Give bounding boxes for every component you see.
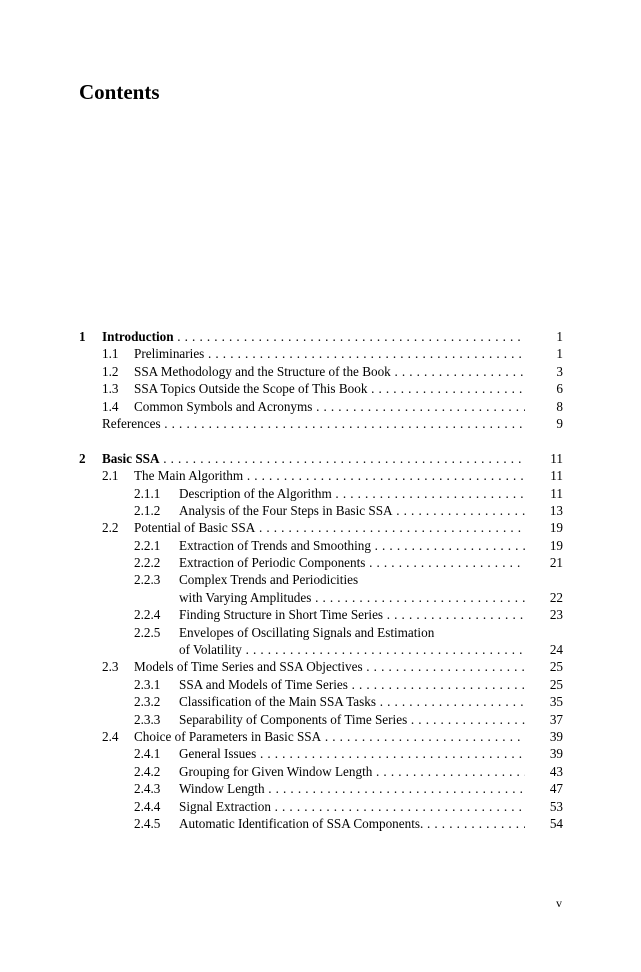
toc-entry-title: of Volatility: [179, 642, 242, 658]
toc-entry-leader: [102, 415, 525, 432]
toc-entry-number: 2.3.3: [134, 711, 161, 727]
page-title: Contents: [79, 80, 160, 104]
toc-entry-title: Introduction: [102, 329, 174, 344]
toc-entry-leader: [179, 571, 525, 588]
toc-entry-page: 22: [549, 589, 563, 605]
toc-subsection-entry[interactable]: [79, 815, 563, 832]
toc-entry-title: Analysis of the Four Steps in Basic SSA: [179, 502, 393, 518]
page-number: v: [556, 896, 562, 910]
toc-entry-leader: [102, 328, 525, 345]
toc-subsection-entry[interactable]: [79, 693, 563, 710]
toc-entry-title: Models of Time Series and SSA Objectives: [134, 659, 363, 675]
toc-entry-leader: [134, 380, 525, 397]
toc-entry-page: 53: [549, 798, 563, 814]
toc-chapter-entry[interactable]: [79, 328, 563, 345]
toc-subsection-entry[interactable]: [79, 589, 563, 606]
toc-entry-title: SSA and Models of Time Series: [179, 676, 348, 692]
toc-entry-number: 2.2: [102, 520, 119, 536]
toc-entry-number: 2.4.2: [134, 763, 161, 779]
toc-entry-number: 2.1: [102, 468, 119, 484]
toc-subsection-entry[interactable]: [79, 502, 563, 519]
toc-entry-title: General Issues: [179, 746, 257, 762]
toc-entry-page: 54: [549, 815, 563, 831]
toc-entry-page: 25: [549, 676, 563, 692]
toc-entry-page: 19: [549, 520, 563, 536]
toc-entry-number: 1.1: [102, 346, 119, 362]
toc-subsection-entry[interactable]: [79, 606, 563, 623]
toc-section-entry[interactable]: [79, 380, 563, 397]
toc-entry-number: 2.2.5: [134, 624, 161, 640]
toc-entry-leader: [179, 641, 525, 658]
toc-entry-leader: [179, 502, 525, 519]
toc-subsection-entry[interactable]: [79, 571, 563, 588]
toc-entry-leader: [134, 398, 525, 415]
toc-entry-page: 23: [549, 607, 563, 623]
toc-entry-page: 1: [556, 329, 563, 344]
toc-entry-title: Finding Structure in Short Time Series: [179, 607, 384, 623]
toc-entry-leader: [179, 537, 525, 554]
toc-entry-leader: [179, 745, 525, 762]
toc-entry-title: References: [102, 415, 161, 431]
toc-subsection-entry[interactable]: [79, 537, 563, 554]
toc-chapter-entry[interactable]: [79, 450, 563, 467]
toc-entry-number: 2.2.1: [134, 537, 161, 553]
toc-entry-page: 6: [556, 381, 563, 397]
toc-entry-page: 37: [549, 711, 563, 727]
toc-section-entry[interactable]: [79, 415, 563, 432]
toc-entry-title: Extraction of Trends and Smoothing: [179, 537, 371, 553]
toc-entry-number: 1.2: [102, 363, 119, 379]
toc-entry-title: Window Length: [179, 781, 265, 797]
toc-entry-leader: [179, 711, 525, 728]
toc-entry-leader: [102, 450, 525, 467]
toc-subsection-entry[interactable]: [79, 763, 563, 780]
toc-section-entry[interactable]: [79, 658, 563, 675]
toc-entry-number: 1.3: [102, 381, 119, 397]
toc-entry-leader: [134, 728, 525, 745]
toc-entry-title: Automatic Identification of SSA Components.: [179, 815, 424, 831]
toc-entry-leader: [179, 485, 525, 502]
toc-entry-title: Potential of Basic SSA: [134, 520, 256, 536]
toc-entry-leader: [179, 815, 525, 832]
toc-entry-page: 19: [549, 537, 563, 553]
toc-entry-number: 2.1.1: [134, 485, 161, 501]
toc-entry-title: SSA Methodology and the Structure of the Book: [134, 363, 391, 379]
toc-entry-title: Classification of the Main SSA Tasks: [179, 694, 377, 710]
toc-entry-page: 11: [550, 468, 563, 484]
toc-section-entry[interactable]: [79, 363, 563, 380]
toc-entry-number: 2.4.4: [134, 798, 161, 814]
toc-entry-title: Common Symbols and Acronyms: [134, 398, 313, 414]
toc-section-entry[interactable]: [79, 398, 563, 415]
toc-entry-leader: [179, 780, 525, 797]
toc-entry-page: 47: [549, 781, 563, 797]
toc-entry-title: with Varying Amplitudes: [179, 589, 312, 605]
toc-entry-page: 24: [549, 642, 563, 658]
toc-entry-number: 2.3.1: [134, 676, 161, 692]
toc-entry-page: 43: [549, 763, 563, 779]
toc-subsection-entry[interactable]: [79, 711, 563, 728]
toc-entry-page: 3: [556, 363, 563, 379]
toc-subsection-entry[interactable]: [79, 485, 563, 502]
toc-entry-page: 13: [549, 502, 563, 518]
toc-entry-number: 2.3.2: [134, 694, 161, 710]
toc-section-entry[interactable]: [79, 728, 563, 745]
toc-entry-number: 2.4.3: [134, 781, 161, 797]
toc-entry-title: Extraction of Periodic Components: [179, 555, 366, 571]
toc-subsection-entry[interactable]: [79, 745, 563, 762]
toc-entry-page: 39: [549, 728, 563, 744]
toc-entry-leader: [134, 519, 525, 536]
toc-entry-page: 1: [556, 346, 563, 362]
toc-entry-title: Preliminaries: [134, 346, 205, 362]
toc-subsection-entry[interactable]: [79, 554, 563, 571]
toc-entry-leader: [179, 589, 525, 606]
toc-entry-number: 2.1.2: [134, 502, 161, 518]
toc-entry-number: 2.4: [102, 728, 119, 744]
toc-entry-leader: [179, 624, 525, 641]
toc-section-entry[interactable]: [79, 467, 563, 484]
toc-entry-leader: [179, 798, 525, 815]
toc-entry-title: SSA Topics Outside the Scope of This Book: [134, 381, 368, 397]
toc-entry-title: Description of the Algorithm: [179, 485, 332, 501]
toc-entry-number: 1: [79, 329, 86, 344]
toc-entry-title: Basic SSA: [102, 450, 160, 466]
toc-entry-page: 21: [549, 555, 563, 571]
toc-entry-page: 8: [556, 398, 563, 414]
toc-subsection-entry[interactable]: [79, 641, 563, 658]
toc-entry-page: 11: [550, 450, 563, 466]
table-of-contents: [79, 328, 563, 832]
toc-entry-number: 2.2.4: [134, 607, 161, 623]
toc-subsection-entry[interactable]: [79, 676, 563, 693]
toc-subsection-entry[interactable]: [79, 780, 563, 797]
toc-entry-title: Complex Trends and Periodicities: [179, 572, 359, 588]
toc-subsection-entry[interactable]: [79, 624, 563, 641]
toc-entry-number: 2.4.1: [134, 746, 161, 762]
toc-entry-number: 2.2.3: [134, 572, 161, 588]
toc-entry-number: 2.2.2: [134, 555, 161, 571]
toc-entry-page: 11: [550, 485, 563, 501]
toc-entry-leader: [179, 606, 525, 623]
toc-entry-title: Envelopes of Oscillating Signals and Estimation: [179, 624, 435, 640]
toc-subsection-entry[interactable]: [79, 798, 563, 815]
toc-entry-title: Grouping for Given Window Length: [179, 763, 373, 779]
toc-section-entry[interactable]: [79, 345, 563, 362]
toc-entry-leader: [134, 467, 525, 484]
toc-entry-page: 25: [549, 659, 563, 675]
toc-entry-title: Choice of Parameters in Basic SSA: [134, 728, 322, 744]
toc-entry-leader: [134, 363, 525, 380]
toc-entry-leader: [179, 693, 525, 710]
toc-entry-leader: [179, 676, 525, 693]
toc-entry-number: 1.4: [102, 398, 119, 414]
toc-entry-title: Separability of Components of Time Series: [179, 711, 408, 727]
toc-section-entry[interactable]: [79, 519, 563, 536]
toc-entry-number: 2: [79, 450, 86, 466]
toc-entry-number: 2.3: [102, 659, 119, 675]
toc-entry-page: 39: [549, 746, 563, 762]
toc-entry-leader: [179, 763, 525, 780]
toc-entry-leader: [179, 554, 525, 571]
toc-entry-title: The Main Algorithm: [134, 468, 244, 484]
toc-entry-title: Signal Extraction: [179, 798, 271, 814]
toc-entry-number: 2.4.5: [134, 815, 161, 831]
toc-entry-page: 35: [549, 694, 563, 710]
toc-entry-leader: [134, 658, 525, 675]
toc-entry-leader: [134, 345, 525, 362]
toc-entry-page: 9: [556, 415, 563, 431]
